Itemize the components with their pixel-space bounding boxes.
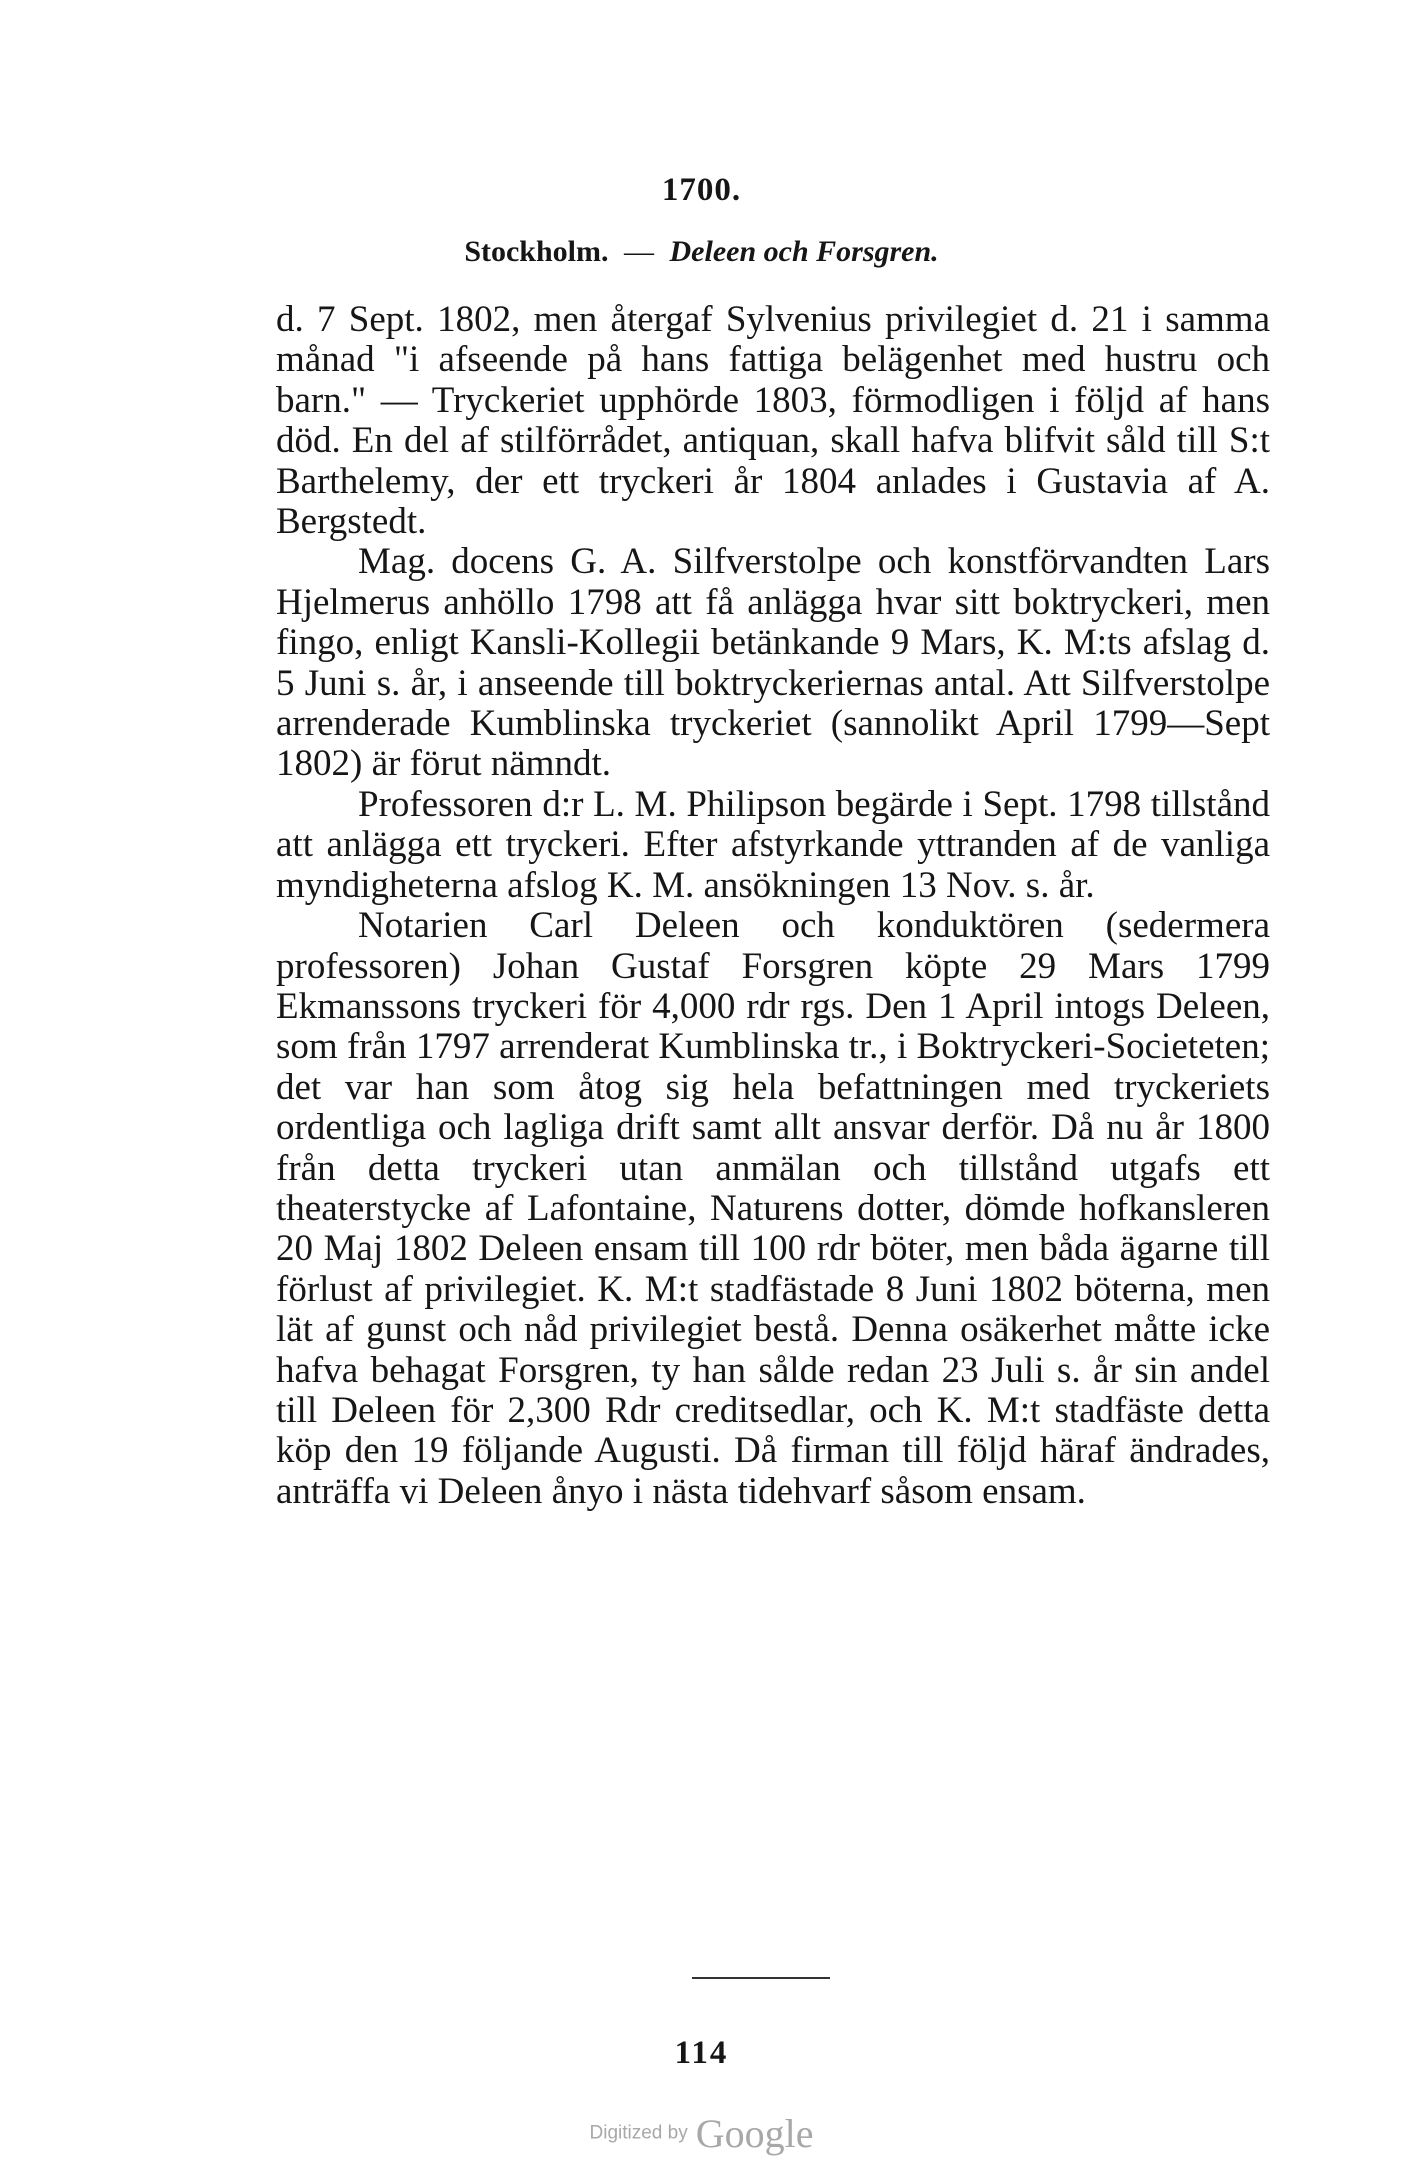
- running-header: [0, 235, 1403, 269]
- google-logo: Google: [695, 2111, 814, 2156]
- page-number: 114: [674, 2035, 729, 2071]
- header-city: Stockholm.: [464, 235, 609, 268]
- paragraph: d. 7 Sept. 1802, men återgaf Sylvenius privilegiet d. 21 i samma månad "i afseende på hans fattiga belägenhet med hustru och barn." — Tryckeriet upphörde 1803, förmodligen i följd af hans död. En del af stilförrådet, antiquan, skall hafva blifvit såld till S:t Barthelemy, der ett tryckeri år 1804 anlades i Gustavia af A. Bergstedt.: [276, 299, 1270, 543]
- paragraph: Mag. docens G. A. Silfverstolpe och konstförvandten Lars Hjelmerus anhöllo 1798 att få anlägga hvar sitt boktryckeri, men fingo, enligt Kansli-Kollegii betänkande 9 Mars, K. M:ts afslag d. 5 Juni s. år, i anseende till boktryckeriernas antal. Att Silfverstolpe arrenderade Kumblinska tryckeriet (sannolikt April 1799—Sept 1802) är förut nämndt.: [276, 541, 1270, 785]
- header-firm: Deleen och Forsgren.: [669, 235, 939, 268]
- digitized-watermark: [0, 2110, 1403, 2157]
- paragraph: Notarien Carl Deleen och konduktören (sedermera professoren) Johan Gustaf Forsgren köpte 29 Mars 1799 Ekmanssons tryckeri för 4,000 rdr rgs. Den 1 April intogs Deleen, som från 1797 arrenderat Kumblinska tr., i Boktryckeri-Societeten; det var han som åtog sig hela befattningen med tryckeriets ordentliga och lagliga drift samt allt ansvar derför. Då nu år 1800 från detta tryckeri utan anmälan och tillstånd utgafs ett theaterstycke af Lafontaine, Naturens dotter, dömde hofkansleren 20 Maj 1802 Deleen ensam till 100 rdr böter, men båda ägarne till förlust af privilegiet. K. M:t stadfästade 8 Juni 1802 böterna, men lät af gunst och nåd privilegiet bestå. Denna osäkerhet måtte icke hafva behagat Forsgren, ty han sålde redan 23 Juli s. år sin andel till Deleen för 2,300 Rdr creditsedlar, och K. M:t stadfäste detta köp den 19 följande Augusti. Då firman till följd häraf ändrades, anträffa vi Deleen ånyo i nästa tidehvarf såsom ensam.: [276, 905, 1270, 1512]
- running-header-year: 1700.: [661, 172, 742, 208]
- paragraph: Professoren d:r L. M. Philipson begärde i Sept. 1798 tillstånd att anlägga ett tryckeri. Efter afstyrkande yttranden af de vanliga myndigheterna afslog K. M. ansökningen 13 Nov. s. år.: [276, 783, 1270, 906]
- body-text: [276, 300, 1270, 1512]
- section-rule: [692, 1977, 830, 1979]
- header-separator: —: [624, 235, 654, 268]
- watermark-label: Digitized by: [589, 2122, 688, 2144]
